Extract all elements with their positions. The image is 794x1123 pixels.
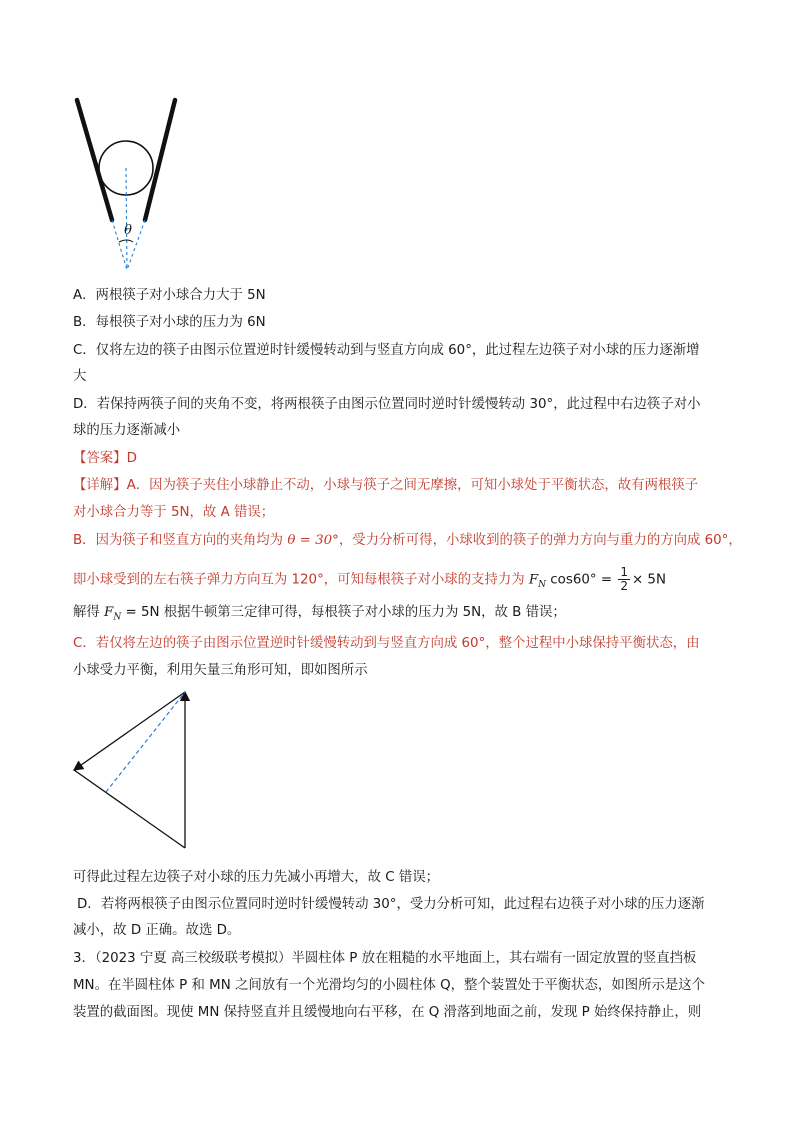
answer-tag: 【答案】 [73, 451, 127, 466]
detail-b-line1 [73, 531, 742, 551]
detail-b3-sub: N [113, 612, 122, 623]
fraction-numerator: 1 [620, 565, 628, 579]
detail-b3-post: = 5N 根据牛顿第三定律可得，每根筷子对小球的压力为 5N，故 B 错误； [121, 605, 566, 620]
fraction-half [618, 566, 630, 593]
detail-b-line3 [73, 603, 566, 628]
detail-a-line2: 对小球合力等于 5N，故 A 错误； [73, 505, 275, 520]
detail-b2-tail: × 5N [631, 572, 666, 588]
detail-c-line1: C．若仅将左边的筷子由图示位置逆时针缓慢转动到与竖直方向成 60°，整个过程中小球保持平衡状态，由 [73, 636, 700, 651]
detail-b2-cos: cos60° = [546, 572, 617, 588]
option-d-line2: 球的压力逐渐减小 [73, 423, 181, 438]
detail-d-line2: 减小，故 D 正确。故选 D。 [73, 923, 241, 938]
detail-b3-pre: 解得 [73, 605, 105, 620]
theta-arc [119, 240, 133, 242]
fraction-denominator: 2 [620, 579, 628, 593]
detail-b2-math: F [528, 572, 539, 588]
option-d-line1: D．若保持两筷子间的夹角不变，将两根筷子由图示位置同时逆时针缓慢转动 30°，此过程中右边筷子对小 [73, 397, 701, 412]
question3-line1: 3．（2023 宁夏 高三校级联考模拟）半圆柱体 P 放在粗糙的水平地面上，其右端有一固定放置的竖直挡板 [73, 951, 697, 966]
force-vector-right [74, 770, 185, 848]
chopsticks-ball-figure [65, 92, 205, 282]
detail-b2-pre: 即小球受到的左右筷子弹力方向互为 120°，可知每根筷子对小球的支持力为 [73, 572, 529, 588]
detail-a-text1: A．因为筷子夹住小球静止不动，小球与筷子之间无摩擦，可知小球处于平衡状态，故有两根筷子 [126, 478, 699, 493]
option-b: B．每根筷子对小球的压力为 6N [73, 315, 266, 330]
option-c-line2: 大 [73, 369, 87, 384]
force-vector-left [74, 692, 185, 770]
theta-label: θ [124, 223, 132, 238]
detail-b1-post: ，受力分析可得，小球收到的筷子的弹力方向与重力的方向成 60°， [338, 533, 742, 548]
detail-b-line2 [73, 566, 666, 595]
vector-triangle-figure [68, 684, 198, 854]
detail-b1-math: θ = 30° [287, 533, 339, 548]
detail-b2-sub: N [538, 580, 547, 591]
dashed-vector [106, 692, 185, 792]
left-chopstick [77, 100, 112, 220]
question3-line3: 装置的截面图。现使 MN 保持竖直并且缓慢地向右平移，在 Q 滑落到地面之前，发现 P 始终保持静止，则 [73, 1005, 702, 1020]
question3-line2: MN。在半圆柱体 P 和 MN 之间放有一个光滑均匀的小圆柱体 Q，整个装置处于平衡状态，如图所示是这个 [73, 978, 706, 993]
answer-value: D [126, 451, 137, 466]
detail-d-line1: D．若将两根筷子由图示位置同时逆时针缓慢转动 30°，受力分析可知，此过程右边筷子对小球的压力逐渐 [77, 897, 705, 912]
answer-line [73, 449, 137, 469]
vertical-dashed-line [126, 168, 127, 270]
right-chopstick [145, 100, 175, 220]
option-a: A．两根筷子对小球合力大于 5N [73, 288, 266, 303]
option-c-line1: C．仅将左边的筷子由图示位置逆时针缓慢转动到与竖直方向成 60°，此过程左边筷子对小球的压力逐渐增 [73, 343, 700, 358]
detail-c-line2: 小球受力平衡，利用矢量三角形可知，即如图所示 [73, 663, 368, 678]
detail-b1-pre: B．因为筷子和竖直方向的夹角均为 [73, 533, 288, 548]
detail-tag: 【详解】 [73, 478, 127, 493]
detail-c-line3: 可得此过程左边筷子对小球的压力先减小再增大，故 C 错误； [73, 870, 440, 885]
detail-a-line1 [73, 476, 698, 496]
detail-b3-math: F [104, 605, 114, 620]
